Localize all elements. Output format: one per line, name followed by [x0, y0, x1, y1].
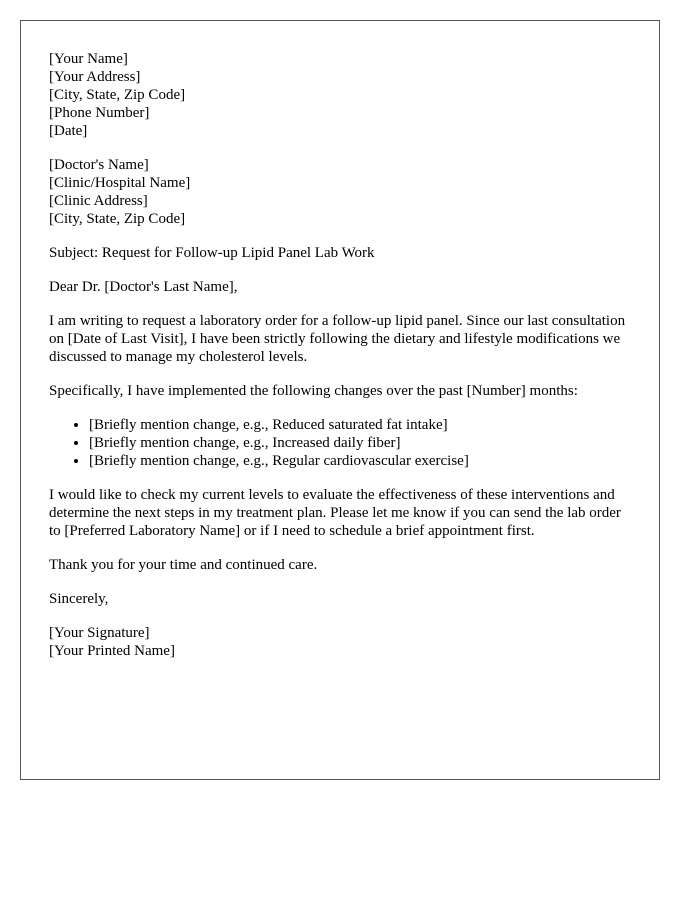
sender-block: [49, 50, 631, 140]
list-item: • [Briefly mention change, e.g., Increased daily fiber]: [89, 434, 631, 452]
body-paragraph-1: I am writing to request a laboratory order for a follow-up lipid panel. Since our last consultation on [Date of Last Visit], I have been strictly following the dietary and lifestyle modifications we discussed to manage my cholesterol levels.: [49, 313, 626, 365]
sender-phone: [Phone Number]: [49, 105, 150, 121]
body-paragraph-4: Thank you for your time and continued care.: [49, 557, 318, 573]
letter-page: [20, 20, 660, 780]
changes-list: [49, 416, 631, 470]
recipient-clinic-address: [Clinic Address]: [49, 193, 148, 209]
body-paragraph-2: Specifically, I have implemented the following changes over the past [Number] months:: [49, 383, 578, 399]
recipient-block: [49, 156, 631, 228]
sender-city-state-zip: [City, State, Zip Code]: [49, 87, 186, 103]
recipient-city-state-zip: [City, State, Zip Code]: [49, 211, 186, 227]
letter-date: [Date]: [49, 123, 88, 139]
recipient-doctor-name: [Doctor's Name]: [49, 157, 149, 173]
sender-address: [Your Address]: [49, 69, 141, 85]
subject-line: Subject: Request for Follow-up Lipid Panel Lab Work: [49, 245, 375, 261]
body-paragraph-3: I would like to check my current levels to evaluate the effectiveness of these interventions and determine the next steps in my treatment plan. Please let me know if you can send the lab order to [Preferred Laboratory Name] or if I need to schedule a brief appointment first.: [49, 487, 621, 539]
recipient-clinic-name: [Clinic/Hospital Name]: [49, 175, 191, 191]
signature-block: [49, 624, 631, 660]
list-item: • [Briefly mention change, e.g., Reduced saturated fat intake]: [89, 416, 631, 434]
sender-name: [Your Name]: [49, 51, 128, 67]
printed-name: [Your Printed Name]: [49, 643, 175, 659]
signature-line: [Your Signature]: [49, 625, 150, 641]
closing: Sincerely,: [49, 591, 109, 607]
salutation: Dear Dr. [Doctor's Last Name],: [49, 279, 238, 295]
list-item: • [Briefly mention change, e.g., Regular cardiovascular exercise]: [89, 452, 631, 470]
